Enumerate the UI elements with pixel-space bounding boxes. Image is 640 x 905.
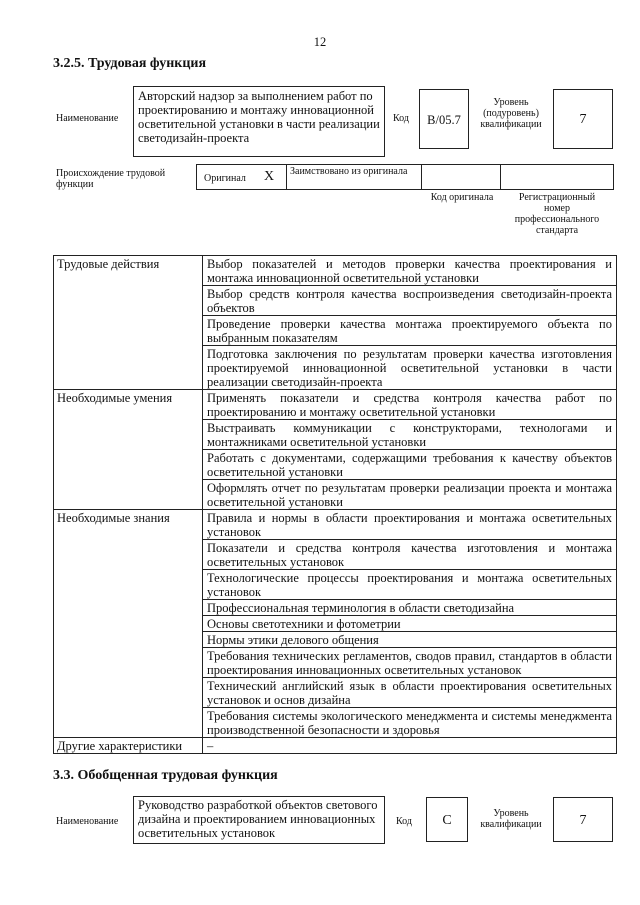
code-value: B/05.7 [427, 113, 461, 127]
original-mark: X [264, 169, 275, 184]
table-item: Требования системы экологического менеджмента и системы менеджмента производственной безопасности и здоровья [203, 708, 617, 738]
table-item: Требования технических регламентов, сводов правил, стандартов в области проектирования инновационных осветительных установок [203, 648, 617, 678]
function-name-value: Авторский надзор за выполнением работ по проектированию и монтажу инновационной осветительной установки в части реализации светодизайн-проекта [138, 89, 380, 145]
origin-divider [421, 165, 422, 189]
origin-divider [500, 165, 501, 189]
level-label: Уровень квалификации [480, 808, 542, 830]
level-value-box [553, 797, 613, 842]
table-item: Подготовка заключения по результатам проверки качества изготовления проектируемой инновационной осветительной установки в части реализации светодизайн-проекта [203, 346, 617, 390]
table-item: Правила и нормы в области проектирования и монтажа осветительных установок [203, 510, 617, 540]
table-item: Технический английский язык в области проектирования осветительных установок и основ дизайна [203, 678, 617, 708]
section-heading: 3.2.5. Трудовая функция [53, 56, 207, 71]
category-required-knowledge: Необходимые знания [54, 510, 203, 738]
borrowed-label: Заимствовано из оригинала [290, 166, 408, 177]
table-item: Выбор средств контроля качества воспроизведения светодизайн-проекта объектов [203, 286, 617, 316]
level-label: Уровень (подуровень) квалификации [480, 97, 542, 130]
code-value: C [442, 813, 452, 828]
level-value: 7 [579, 112, 587, 127]
table-item: Выбор показателей и методов проверки качества проектирования и монтажа инновационной осветительной установки [203, 256, 617, 286]
table-row [54, 256, 617, 286]
name-label: Наименование [56, 113, 119, 124]
section-heading: 3.3. Обобщенная трудовая функция [53, 768, 278, 783]
category-labor-actions: Трудовые действия [54, 256, 203, 390]
code-original-caption: Код оригинала [430, 192, 494, 203]
table-item: Работать с документами, содержащими требования к качеству объектов осветительной установки [203, 450, 617, 480]
category-other-characteristics: Другие характеристики [54, 738, 203, 754]
table-item: Основы светотехники и фотометрии [203, 616, 617, 632]
registration-caption: Регистрационный номер профессионального стандарта [514, 192, 600, 236]
function-details-table [53, 255, 617, 754]
general-function-name-value: Руководство разработкой объектов светового дизайна и проектированием инновационных осветительных установок [138, 798, 378, 840]
level-value: 7 [579, 813, 587, 828]
original-label: Оригинал [204, 173, 246, 184]
table-row [54, 738, 617, 754]
level-value-box [553, 89, 613, 149]
name-label: Наименование [56, 816, 119, 827]
table-item: Технологические процессы проектирования и монтажа осветительных установок [203, 570, 617, 600]
table-item: Показатели и средства контроля качества изготовления и монтажа осветительных установок [203, 540, 617, 570]
table-item: Нормы этики делового общения [203, 632, 617, 648]
origin-divider [286, 165, 287, 189]
general-function-name-box [133, 796, 385, 844]
code-label: Код [393, 113, 409, 124]
table-item: Оформлять отчет по результатам проверки реализации проекта и монтажа осветительной установки [203, 480, 617, 510]
table-item: Проведение проверки качества монтажа проектируемого объекта по выбранным показателям [203, 316, 617, 346]
code-value-box [419, 89, 469, 149]
origin-label: Происхождение трудовой функции [56, 168, 166, 190]
table-item: Профессиональная терминология в области светодизайна [203, 600, 617, 616]
category-required-skills: Необходимые умения [54, 390, 203, 510]
code-value-box [426, 797, 468, 842]
page-number: 12 [313, 35, 327, 49]
code-label: Код [396, 816, 412, 827]
table-row [54, 390, 617, 420]
table-row [54, 510, 617, 540]
table-item: Выстраивать коммуникации с конструкторами, технологами и монтажниками осветительной установки [203, 420, 617, 450]
function-name-box [133, 86, 385, 157]
table-item: – [203, 738, 617, 754]
table-item: Применять показатели и средства контроля качества работ по проектированию и монтажу осветительной установки [203, 390, 617, 420]
